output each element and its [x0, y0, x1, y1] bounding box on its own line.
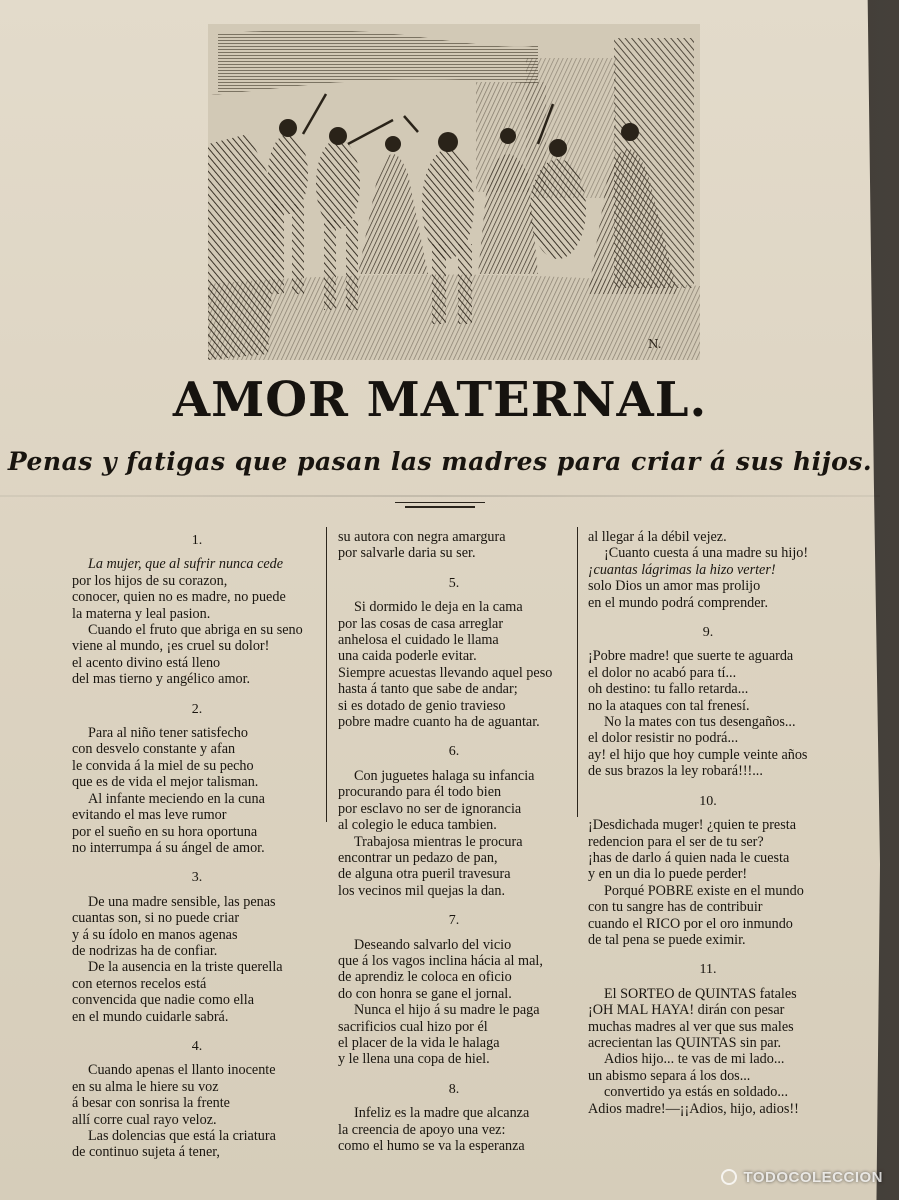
- verse-line: el dolor resistir no podrá...: [588, 730, 739, 747]
- verse-line: de aprendiz le coloca en oficio: [338, 969, 512, 986]
- verse-line: por esclavo no ser de ignorancia: [338, 800, 522, 817]
- verse-line: conocer, quien no es madre, no puede: [72, 589, 286, 606]
- stanza-number: 3.: [191, 870, 203, 886]
- stanza-number: 8.: [448, 1081, 460, 1097]
- stanza: [338, 529, 570, 562]
- watermark: [721, 1169, 883, 1186]
- verse-line: Infeliz es la madre que alcanza: [354, 1105, 530, 1122]
- stanza-number: 4.: [191, 1038, 203, 1054]
- stanza: [588, 529, 828, 611]
- verse-line: ¡OH MAL HAYA! dirán con pesar: [588, 1002, 785, 1019]
- svg-text:N.: N.: [648, 337, 662, 351]
- verse-line: por las cosas de casa arreglar: [338, 615, 504, 632]
- engraving-illustration: [208, 24, 700, 360]
- verse-line: ay! el hijo que hoy cumple veinte años: [588, 746, 808, 763]
- verse-line: sacrificios cual hizo por él: [338, 1018, 488, 1035]
- title-rule-ornament: [395, 500, 485, 510]
- stanza: [338, 1105, 570, 1154]
- stanza: [72, 725, 322, 856]
- verse-line: hasta á tanto que sabe de andar;: [338, 681, 518, 698]
- verse-line: los vecinos mil quejas la dan.: [338, 882, 506, 899]
- verse-line: á besar con sonrisa la frente: [72, 1095, 230, 1112]
- verse-line: Con juguetes halaga su infancia: [354, 767, 535, 784]
- stanza: [338, 768, 570, 899]
- page-title: AMOR MATERNAL.: [172, 372, 708, 428]
- verse-line: Adios hijo... te vas de mi lado...: [604, 1051, 785, 1068]
- verse-line: el dolor no acabó para tí...: [588, 664, 737, 681]
- stanza-number: 6.: [448, 744, 460, 760]
- verse-line: Para al niño tener satisfecho: [88, 725, 248, 742]
- verse-line: con eternos recelos está: [72, 975, 207, 992]
- verse-line: el placer de la vida le halaga: [338, 1034, 500, 1051]
- watermark-text: TODOCOLECCION: [743, 1169, 883, 1186]
- street-scene-engraving-icon: [208, 24, 700, 360]
- verse-line: el acento divino está lleno: [72, 654, 221, 671]
- verse-line: la creencia de apoyo una vez:: [338, 1121, 506, 1138]
- verse-line: de sus brazos la ley robará!!!...: [588, 763, 763, 780]
- verse-line: redencion para el ser de tu ser?: [588, 833, 764, 850]
- verse-line: del mas tierno y angélico amor.: [72, 671, 251, 688]
- stanza: [338, 937, 570, 1068]
- verse-line: Nunca el hijo á su madre le paga: [354, 1002, 540, 1019]
- verse-line: ¡Desdichada muger! ¿quien te presta: [588, 817, 796, 834]
- verse-line: y á su ídolo en manos agenas: [72, 926, 238, 943]
- verse-line: ¡Cuanto cuesta á una madre su hijo!: [604, 545, 809, 562]
- stanza-number: 9.: [702, 625, 714, 641]
- verse-line: De la ausencia en la triste querella: [88, 959, 283, 976]
- circle-logo-icon: [721, 1169, 737, 1185]
- verse-line: un abismo separa á los dos...: [588, 1067, 751, 1084]
- stanza-number: 1.: [191, 533, 203, 548]
- poem-column-3: [588, 529, 828, 1131]
- verse-line: Trabajosa mientras le procura: [354, 833, 523, 850]
- verse-line: al colegio le educa tambien.: [338, 817, 497, 834]
- verse-line: no la ataques con tal frenesí.: [588, 697, 750, 714]
- verse-line: con tu sangre has de contribuir: [588, 899, 763, 916]
- verse-line: en su alma le hiere su voz: [72, 1078, 219, 1095]
- poem-column-2: [338, 529, 570, 1168]
- verse-line: procurando para él todo bien: [338, 784, 502, 801]
- poem-column-1: [72, 527, 322, 1175]
- verse-line: no interrumpa á su ángel de amor.: [72, 839, 265, 856]
- verse-line: Cuando el fruto que abriga en su seno: [88, 622, 303, 639]
- verse-line: muchas madres al ver que sus males: [588, 1018, 794, 1035]
- verse-line: Deseando salvarlo del vicio: [354, 936, 512, 953]
- verse-line: que es de vida el mejor talisman.: [72, 774, 259, 791]
- verse-line: en el mundo podrá comprender.: [588, 594, 769, 611]
- verse-line: convertido ya estás en soldado...: [604, 1084, 788, 1101]
- paper-fold-line: [0, 495, 880, 497]
- stanza: [588, 648, 828, 779]
- verse-line: do con honra se gane el jornal.: [338, 985, 512, 1002]
- verse-line: convencida que nadie como ella: [72, 992, 254, 1009]
- stanza-number: 5.: [448, 575, 460, 591]
- verse-line: El SORTEO de QUINTAS fatales: [604, 985, 797, 1002]
- column-divider: [577, 527, 578, 817]
- verse-line: Si dormido le deja en la cama: [354, 599, 523, 616]
- verse-line: ¡has de darlo á quien nada le cuesta: [588, 849, 790, 866]
- stanza: [588, 986, 828, 1117]
- verse-line: Siempre acuestas llevando aquel peso: [338, 664, 553, 681]
- verse-line: su autora con negra amargura: [338, 529, 506, 545]
- verse-line: Al infante meciendo en la cuna: [88, 790, 265, 807]
- verse-line: y en un dia lo puede perder!: [588, 866, 748, 883]
- verse-line: allí corre cual rayo veloz.: [72, 1111, 217, 1128]
- verse-line: ¡cuantas lágrimas la hizo verter!: [588, 561, 776, 578]
- verse-line: de alguna otra pueril travesura: [338, 866, 511, 883]
- verse-line: evitando el mas leve rumor: [72, 807, 227, 824]
- verse-line: viene al mundo, ¡es cruel su dolor!: [72, 638, 270, 655]
- verse-line: acrecientan las QUINTAS sin par.: [588, 1034, 782, 1051]
- verse-line: y le llena una copa de hiel.: [338, 1051, 490, 1068]
- verse-line: pobre madre cuanto ha de aguantar.: [338, 714, 540, 731]
- verse-line: Adios madre!—¡¡Adios, hijo, adios!!: [588, 1100, 799, 1117]
- stanza: [338, 599, 570, 730]
- verse-line: una caida poderle evitar.: [338, 648, 477, 665]
- stanza-number: 11.: [699, 962, 717, 978]
- verse-line: con desvelo constante y afan: [72, 741, 236, 758]
- verse-line: De una madre sensible, las penas: [88, 893, 276, 910]
- verse-line: que á los vagos inclina hácia al mal,: [338, 952, 543, 969]
- verse-line: No la mates con tus desengaños...: [604, 714, 796, 731]
- stanza-number: 10.: [699, 793, 717, 809]
- verse-line: si es dotado de genio travieso: [338, 697, 506, 714]
- verse-line: Porqué POBRE existe en el mundo: [604, 882, 804, 899]
- verse-line: por el sueño en su hora oportuna: [72, 823, 258, 840]
- verse-line: anhelosa el cuidado le llama: [338, 632, 499, 649]
- stanza: [72, 894, 322, 1025]
- verse-line: de continuo sujeta á tener,: [72, 1144, 220, 1161]
- verse-line: por los hijos de su corazon,: [72, 572, 228, 589]
- verse-line: de tal pena se puede eximir.: [588, 931, 746, 948]
- verse-line: cuantas son, si no puede criar: [72, 910, 240, 927]
- stanza: [72, 1062, 322, 1160]
- verse-line: encontrar un pedazo de pan,: [338, 849, 498, 866]
- verse-line: al llegar á la débil vejez.: [588, 529, 727, 545]
- verse-line: ¡Pobre madre! que suerte te aguarda: [588, 648, 794, 665]
- verse-line: La mujer, que al sufrir nunca cede: [88, 556, 284, 573]
- verse-line: le convida á la miel de su pecho: [72, 757, 254, 774]
- verse-line: solo Dios un amor mas prolijo: [588, 578, 761, 595]
- stanza-number: 2.: [191, 701, 203, 717]
- verse-line: cuando el RICO por el oro inmundo: [588, 915, 793, 932]
- stanza: [588, 817, 828, 948]
- stanza: [72, 556, 322, 687]
- verse-line: Las dolencias que está la criatura: [88, 1128, 276, 1144]
- verse-line: Cuando apenas el llanto inocente: [88, 1062, 276, 1079]
- verse-line: oh destino: tu fallo retarda...: [588, 681, 749, 698]
- verse-line: en el mundo cuidarle sabrá.: [72, 1008, 229, 1025]
- column-divider: [326, 527, 327, 822]
- verse-line: de nodrizas ha de confiar.: [72, 942, 218, 959]
- page-subtitle: Penas y fatigas que pasan las madres para criar á sus hijos.: [7, 447, 873, 476]
- stanza-number: 7.: [448, 913, 460, 929]
- verse-line: como el humo se va la esperanza: [338, 1138, 525, 1154]
- verse-line: por salvarle daria su ser.: [338, 545, 476, 562]
- verse-line: la materna y leal pasion.: [72, 605, 211, 622]
